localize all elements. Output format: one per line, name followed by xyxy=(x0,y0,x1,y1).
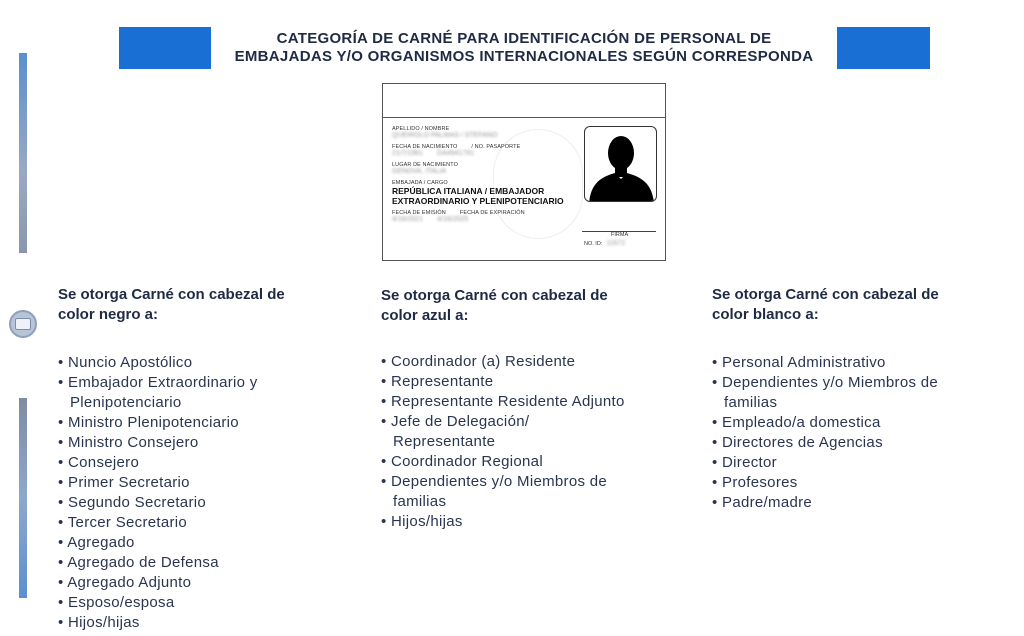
list-item: • Esposo/esposa xyxy=(58,593,358,613)
list-item: • Segundo Secretario xyxy=(58,493,358,513)
card-embassy-line-1: REPÚBLICA ITALIANA / EMBAJADOR xyxy=(392,186,545,196)
card-name-label: APELLIDO / NOMBRE xyxy=(392,126,450,132)
column-heading: Se otorga Carné con cabezal de color azul a: xyxy=(381,287,608,324)
list-item: • Coordinador Regional xyxy=(381,452,681,472)
card-id-number xyxy=(584,240,625,248)
card-header-band xyxy=(383,84,665,118)
card-place-value: GENOVA, ITALIA xyxy=(392,168,447,175)
column-heading: Se otorga Carné con cabezal de color negro a: xyxy=(58,286,285,323)
card-issue-label: FECHA DE EMISIÓN xyxy=(392,210,446,216)
side-decoration-bottom xyxy=(19,398,27,598)
card-birth-label: FECHA DE NACIMIENTO xyxy=(392,144,458,150)
list-item: • Padre/madre xyxy=(712,493,1012,513)
list-item: • Profesores xyxy=(712,473,1012,493)
card-birth-value: 21/7/1961 xyxy=(392,150,424,157)
id-card-sample xyxy=(382,83,666,261)
list-item: • Directores de Agencias xyxy=(712,433,1012,453)
list-item: • Consejero xyxy=(58,453,358,473)
column-black-header xyxy=(58,285,358,633)
list-item: • Agregado de Defensa xyxy=(58,553,358,573)
person-silhouette-icon xyxy=(585,127,657,202)
column-heading: Se otorga Carné con cabezal de color blanco a: xyxy=(712,286,939,323)
list-item: • Jefe de Delegación/ Representante xyxy=(381,412,581,452)
list-item: • Ministro Plenipotenciario xyxy=(58,413,358,433)
seal-icon xyxy=(9,310,37,338)
title-line-1: CATEGORÍA DE CARNÉ PARA IDENTIFICACIÓN DE PERSONAL DE xyxy=(276,30,772,47)
header-bar-left xyxy=(119,27,211,69)
card-place-label: LUGAR DE NACIMIENTO xyxy=(392,162,458,168)
list-item: • Agregado Adjunto xyxy=(58,573,358,593)
card-photo xyxy=(584,126,657,202)
list-item: • Dependientes y/o Miembros de familias xyxy=(381,472,651,512)
card-passport-value: DA4941791 xyxy=(437,150,475,157)
card-expiry-value: 4/16/2025 xyxy=(437,216,469,223)
card-issue-value: 4/16/2021 xyxy=(392,216,424,223)
card-passport-label: / NO. PASAPORTE xyxy=(471,144,521,150)
card-signature-label: FIRMA xyxy=(611,232,629,238)
list-item: • Representante xyxy=(381,372,681,392)
card-name-value: QUEIROLO PALMAS / STEFANO xyxy=(392,132,498,139)
side-decoration-top xyxy=(19,53,27,253)
list-item: • Representante Residente Adjunto xyxy=(381,392,681,412)
list-item: • Tercer Secretario xyxy=(58,513,358,533)
list-item: • Director xyxy=(712,453,1012,473)
list-item: • Agregado xyxy=(58,533,358,553)
card-id-value: 11672 xyxy=(606,240,626,247)
title-line-2: EMBAJADAS Y/O ORGANISMOS INTERNACIONALES SEGÚN CORRESPONDA xyxy=(234,48,814,65)
list-item: • Hijos/hijas xyxy=(58,613,358,633)
card-embassy-label: EMBAJADA / CARGO xyxy=(392,180,448,186)
column-blue-header xyxy=(381,286,681,532)
card-id-label: NO. ID: xyxy=(584,241,603,247)
page-title xyxy=(214,30,834,66)
list-item: • Nuncio Apostólico xyxy=(58,353,358,373)
list-item: • Primer Secretario xyxy=(58,473,358,493)
list-item: • Coordinador (a) Residente xyxy=(381,352,681,372)
list-item: • Embajador Extraordinario y Plenipotenciario xyxy=(58,373,288,413)
list-item: • Hijos/hijas xyxy=(381,512,681,532)
list-item: • Dependientes y/o Miembros de familias xyxy=(712,373,972,413)
category-list xyxy=(381,352,681,532)
header-bar-right xyxy=(837,27,930,69)
category-list xyxy=(58,353,358,633)
list-item: • Personal Administrativo xyxy=(712,353,1012,373)
list-item: • Empleado/a domestica xyxy=(712,413,1012,433)
card-expiry-label: FECHA DE EXPIRACIÓN xyxy=(459,210,525,216)
column-white-header xyxy=(712,285,1012,513)
list-item: • Ministro Consejero xyxy=(58,433,358,453)
category-list xyxy=(712,353,1012,513)
card-embassy-line-2: EXTRAORDINARIO Y PLENIPOTENCIARIO xyxy=(392,196,564,206)
